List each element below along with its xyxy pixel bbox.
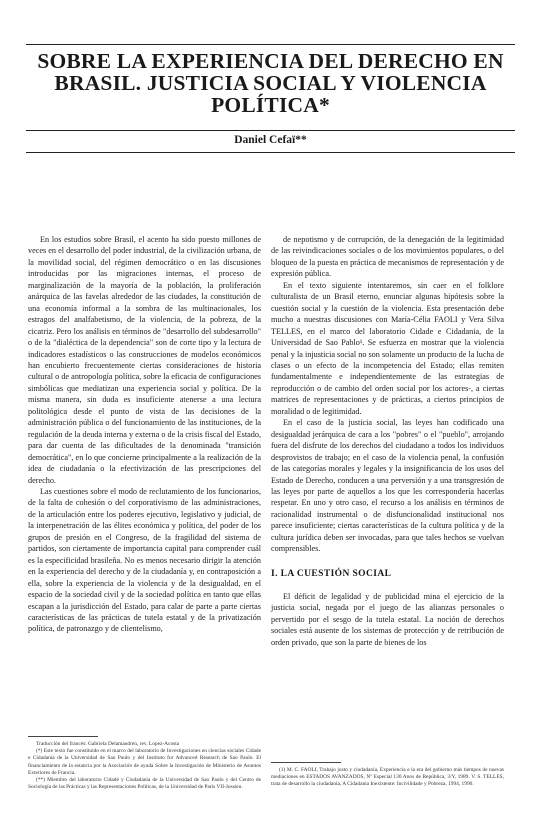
footnote: (*) Este texto fue constituido en el marco del laboratorio de Investigaciones en ciencias sociales Cidade e Cidadania de la Universidad de Sao Paulo y del Instituto for Advanced Research de Sao Paulo. El financiamiento de la estancia por la Asociación de ayuda Sobre la Investigación de Ministerio de Asuntos Exteriores de Francia. xyxy=(28,748,261,776)
body-paragraph: El déficit de legalidad y de publicidad mina el ejercicio de la justicia social, negada por el juego de las alianzas personales o pervertido por el sesgo de la tutela estatal. La noción de derechos sociales está ausente de los sistemas de protección y de retribución de orden privado, que son la parte de bienes de los xyxy=(271,591,504,647)
title-line-1: SOBRE LA EXPERIENCIA DEL DERECHO EN xyxy=(37,49,504,73)
body-paragraph: En los estudios sobre Brasil, el acento ha sido puesto millones de veces en el desarrollo del poder industrial, de la civilización urbana, de la movilidad social, del régimen democrático o en las discusiones introducidas por las migraciones internas, el proceso de marginalización de la mayoría de la población, la proliferación anárquica de las favelas alrededor de las ciudades, la constitución de una economía informal a la sombra de las multinacionales, los estragos del analfabetismo, de la violencia, de la pobreza, de la cicatriz. Pero los análisis en términos de "desarrollo del subdesarrollo" o de la "dialéctica de la dependencia" son de corte tipo y la lectura de indicadores estadísticos o las construcciones de modelos económicos han encubierto frecuentemente ciertas consideraciones de historia cultural o de antropología política, sobre la eficacia de configuraciones simbólicas que mediatizan una experiencia social y política. De la misma manera, sin duda es insuficiente atenerse a una lectura politológica desde el punto de vista de las decisiones de la administración pública o del funcionamiento de las instituciones, de la regulación de la deuda interna y externa o de la crisis fiscal del Estado, para dar cuenta de las dificultades de la denominada "transición democrática", en lo que concierne principalmente a la realización de la idea de ciudadanía o la efectivización de las prescripciones del derecho. xyxy=(28,235,261,485)
section-heading: I. LA CUESTIÓN SOCIAL xyxy=(271,568,392,579)
title-top-rule xyxy=(26,44,515,45)
author-top-rule xyxy=(26,130,515,131)
title-line-3: POLÍTICA* xyxy=(211,93,330,117)
title-line-2: BRASIL. JUSTICIA SOCIAL Y VIOLENCIA xyxy=(54,71,487,95)
footnote: Traducción del francés: Gabriela Delamaudren, rev. Lopez-Acosta xyxy=(36,741,180,747)
footnote-rule xyxy=(271,762,341,763)
body-paragraph: En el caso de la justicia social, las leyes han codificado una desigualdad jerárquica de cara a los "pobres" o el "pueblo", arrojando fuera del disfrute de los derechos del ciudadano a todos los individuos desprovistos de trabajo; en el caso de la violencia penal, la confusión de las categorías morales y legales y la insignificancia de los usos del Estado de Derecho, conducen a una perversión y a una transgresión de las leyes por parte de aquellos a los que les correspondería hacerlas respetar. En uno y otro caso, el recurso a los análisis en términos de racionalidad instrumental o de disfuncionalidad institucional nos parece insuficiente; ciertas características de la cultura política y de la cultura jurídica deben ser invocadas, para que tales hechos se vuelvan comprensibles. xyxy=(271,418,504,554)
footnote: (1) M. C. FAOLI, Trabajo justo y ciudadanía, Experiencia e la era del gobierno más tiempos de nuevas mediaciones en ESTADOS AVANZADOS, Nº Especial 130 Anos de República, 3/Y, 1989. V. S. TELLES, trata de desarrollo la ciudadanía, A Cidadania Inexistente: Incivilidade y Pobreza, 1994, 1990. xyxy=(271,767,504,788)
footnotes-right xyxy=(271,762,504,789)
article-title xyxy=(30,50,511,116)
body-paragraph: Las cuestiones sobre el modo de reclutamiento de los funcionarios, de la falta de cohesión o del corporativismo de las administraciones, de la articulación entre los poderes ejecutivo, legislativo y judicial, de la interpenetración de las élites económica y política, del poder de los grupos de presión en el Congreso, de la fragilidad del sistema de partidos, son ciertamente de importancia capital para comprender cuál es la especificidad brasileña. No es menos necesario dirigir la atención en la experiencia del derecho y de la ciudadanía y, en contraposición a ella, sobre la experiencia de la violencia y de la desigualdad, en el espacio de la sociedad civil y de la sociedad política en tanto que ellas escapan a la jurisdicción del Estado, para calar de parte a parte ciertas características de las prácticas de tutela estatal y de la privatización política, de patronazgo y de clientelismo, xyxy=(28,486,261,634)
right-text-column xyxy=(271,234,504,648)
footnotes-left xyxy=(28,736,261,791)
article-author: Daniel Cefaï** xyxy=(234,134,307,146)
author-bottom-rule xyxy=(26,152,515,153)
left-text-column xyxy=(28,234,261,635)
footnote-rule xyxy=(28,736,98,737)
footnote: (**) Miembro del laboratorio Cidadé y Ciudadanía de la Universidad de Sao Paulo y del Centro de Sociología de las Prácticas y las Representaciones Políticas, de la Universidad de París VII-Jussieu. xyxy=(28,777,261,791)
body-paragraph: En el texto siguiente intentaremos, sin caer en el folklore culturalista de un Brasil eterno, enunciar algunas hipótesis sobre la cuestión social y la cuestión de la violencia. Esta presentación debe mucho a nuestras discusiones con María-Célia FAOLI y Vera Silva TELLES, en el marco del laboratorio Cidade e Cidadania, de la Universidad de Sao Pablo¹. Se esfuerza en mostrar que la violencia penal y la injusticia social no son solamente un producto de la lucha de clases o un efecto de la incompetencia del Estado; ellas remiten fundamentalmente e independientemente de las estrategias de reproducción o de cambio del orden social por los actores-, a ciertas matrices de representaciones y de prácticas, a ciertos principios de moralidad o de legitimidad. xyxy=(271,280,504,416)
body-paragraph: de nepotismo y de corrupción, de la denegación de la legitimidad de las reivindicaciones sociales o de los movimientos populares, o del bloqueo de la puesta en práctica de mecanismos de representación y de expresión pública. xyxy=(271,235,504,279)
